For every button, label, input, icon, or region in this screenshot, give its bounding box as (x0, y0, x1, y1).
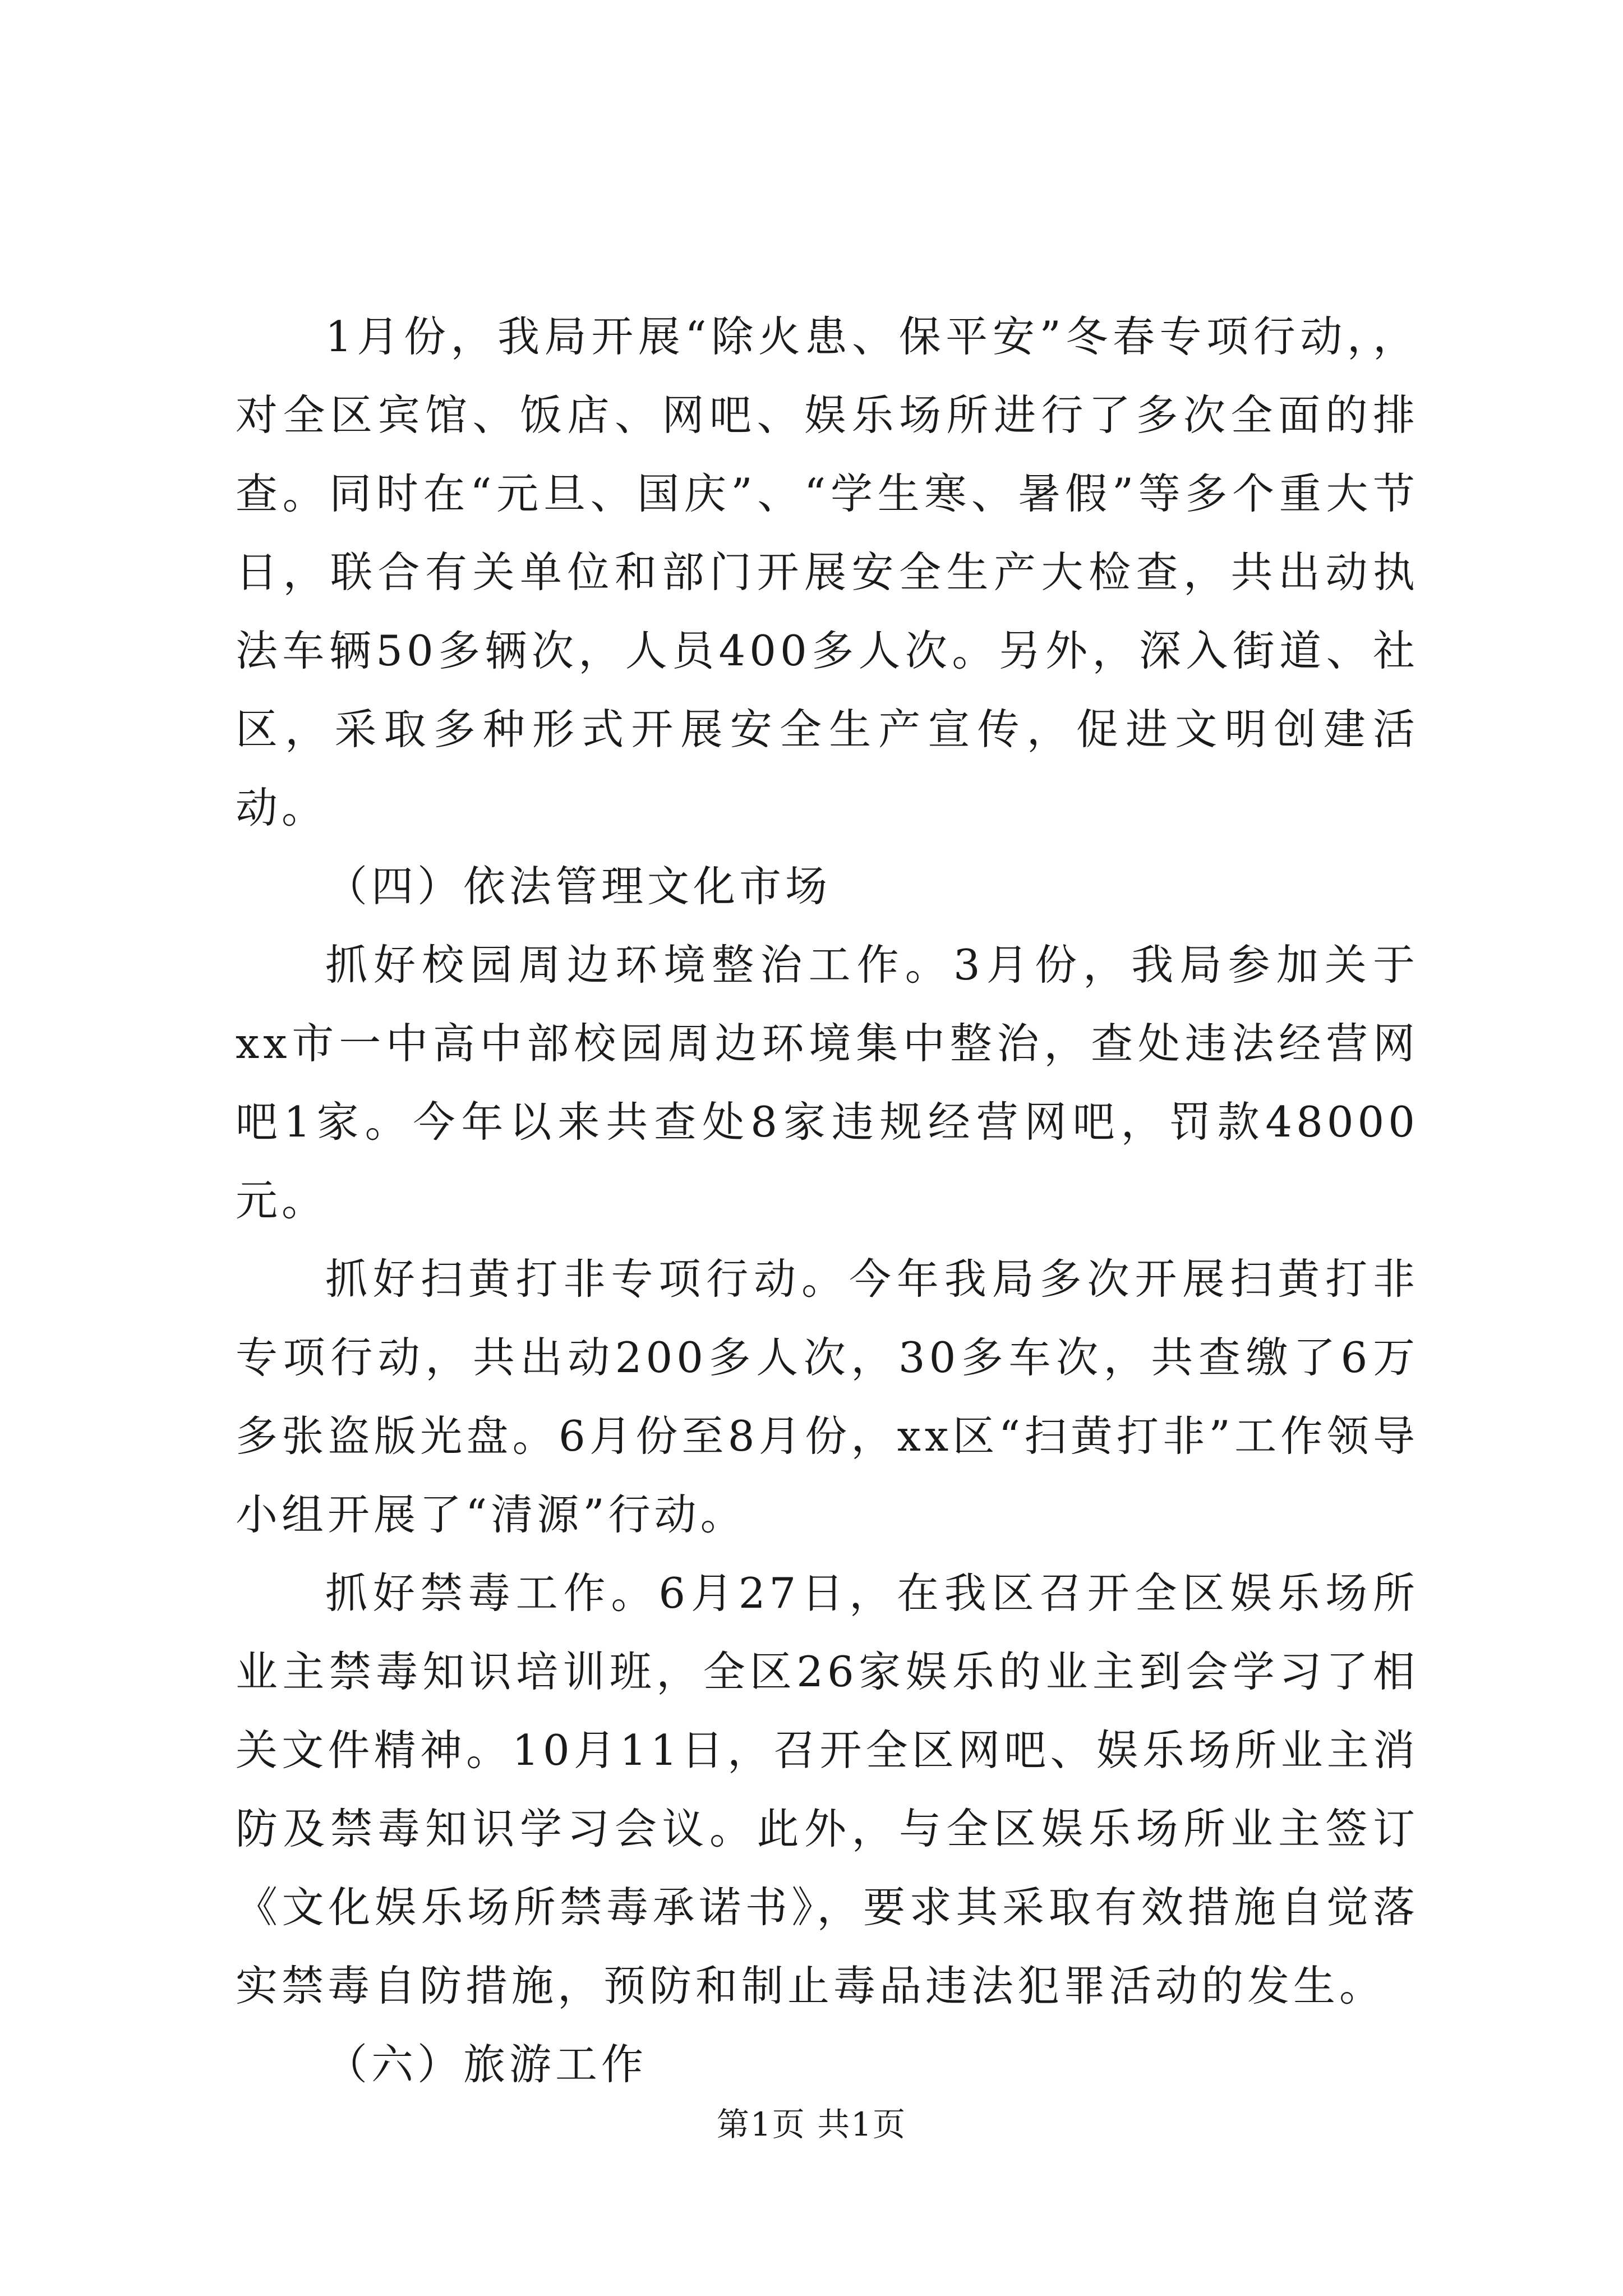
paragraph-anti-piracy: 抓好扫黄打非专项行动。今年我局多次开展扫黄打非专项行动，共出动200多人次，30多车次，共查缴了6万多张盗版光盘。6月份至8月份，xx区“扫黄打非”工作领导小组开展了“清源”行动。 (236, 1254, 1419, 1539)
section-heading-culture-market: （四）依法管理文化市场 (325, 862, 832, 911)
section-heading-tourism: （六）旅游工作 (325, 2040, 648, 2089)
page-footer: 第1页 共1页 (716, 2105, 907, 2143)
paragraph-campus-environment: 抓好校园周边环境整治工作。3月份，我局参加关于xx市一中高中部校园周边环境集中整治，查处违法经营网吧1家。今年以来共查处8家违规经营网吧，罚款48000元。 (236, 940, 1419, 1225)
paragraph-safety-campaign: 1月份，我局开展“除火患、保平安”冬春专项行动，，对全区宾馆、饭店、网吧、娱乐场所进行了多次全面的排查。同时在“元旦、国庆”、“学生寒、暑假”等多个重大节日，联合有关单位和部门开展安全生产大检查，共出动执法车辆50多辆次，人员400多人次。另外，深入街道、社区，采取多种形式开展安全生产宣传，促进文明创建活动。 (236, 312, 1419, 832)
document-body (236, 297, 1419, 2104)
paragraph-anti-drug: 抓好禁毒工作。6月27日，在我区召开全区娱乐场所业主禁毒知识培训班，全区26家娱乐的业主到会学习了相关文件精神。10月11日，召开全区网吧、娱乐场所业主消防及禁毒知识学习会议。此外，与全区娱乐场所业主签订《文化娱乐场所禁毒承诺书》，要求其采取有效措施自觉落实禁毒自防措施，预防和制止毒品违法犯罪活动的发生。 (236, 1568, 1419, 2010)
